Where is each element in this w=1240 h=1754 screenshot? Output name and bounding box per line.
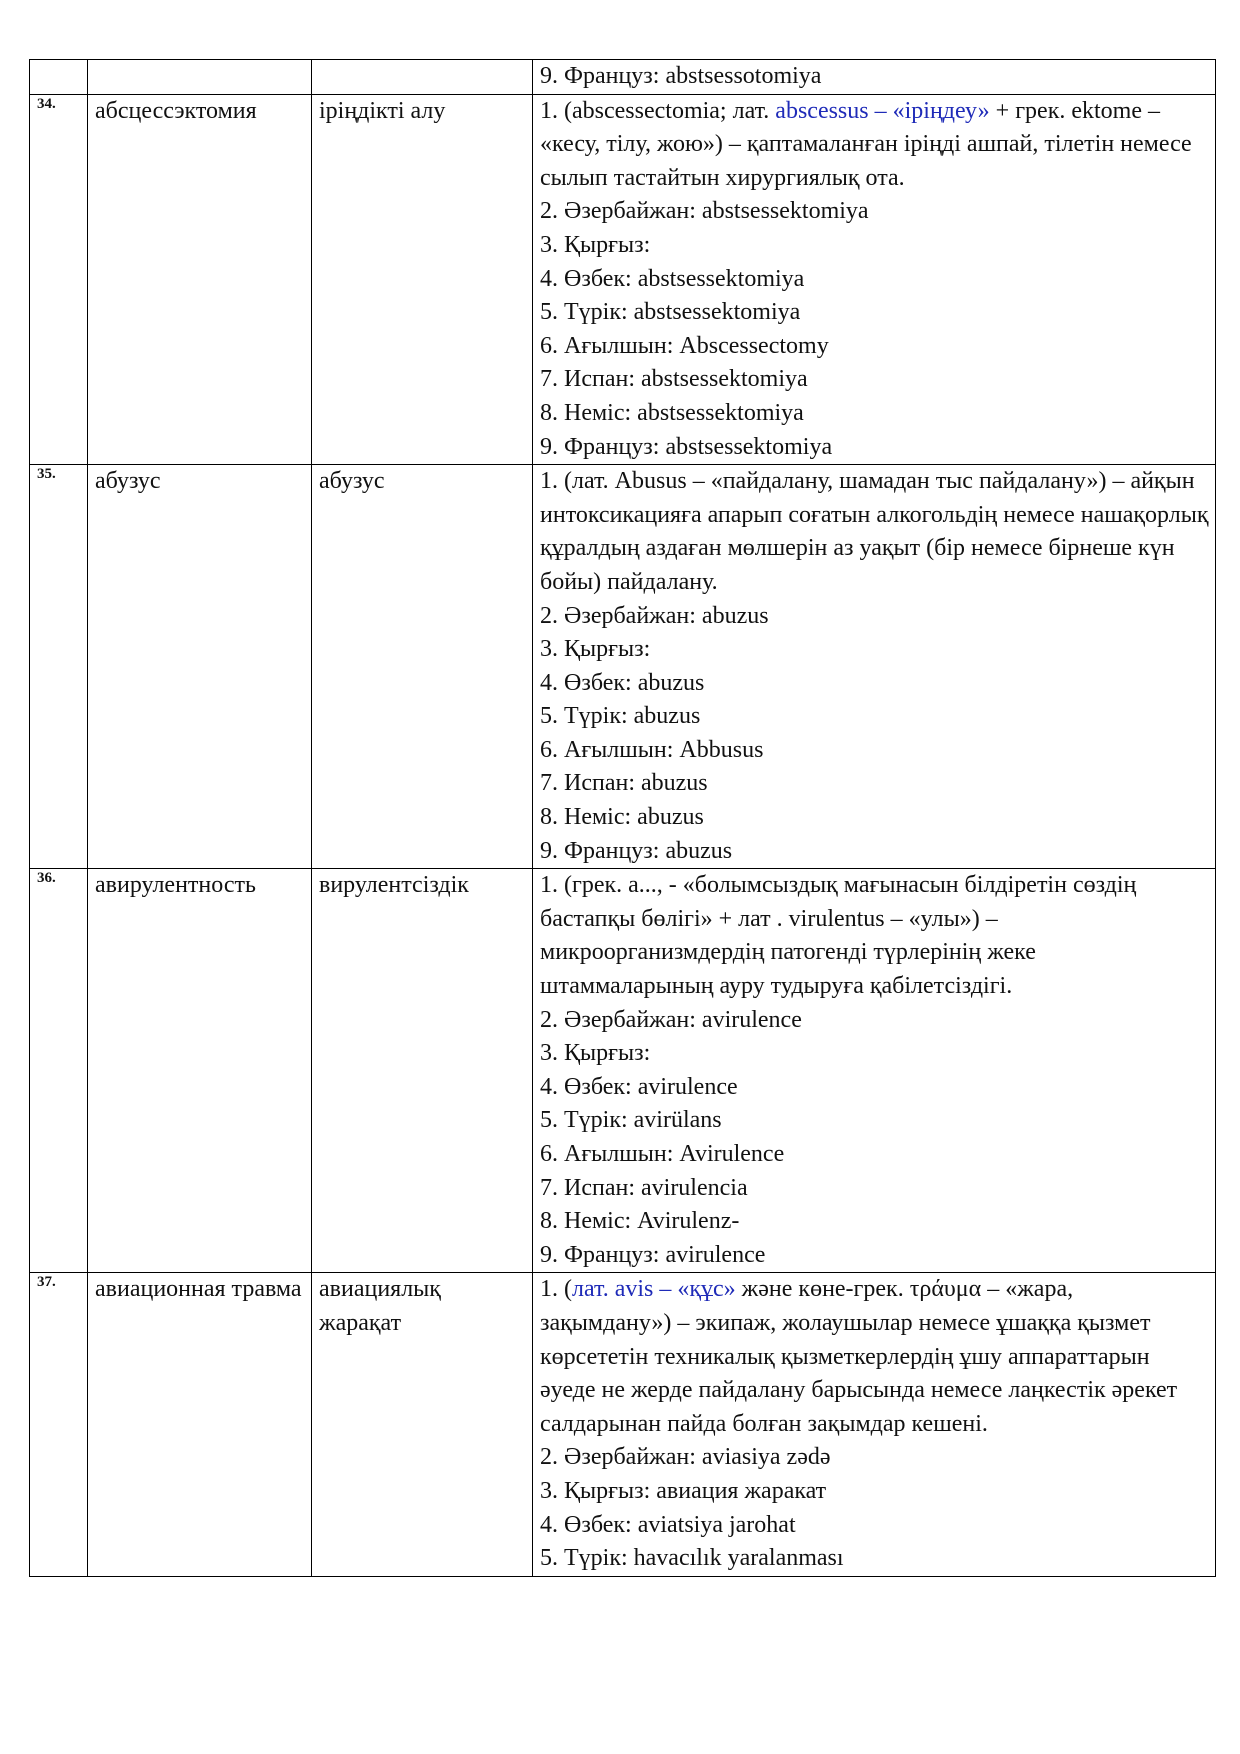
latin-root-link: abscessus – «іріңдеу»: [775, 97, 990, 124]
language-line: 5. Түрік: abuzus: [540, 703, 701, 730]
entry-term: авиационная травма: [88, 1273, 312, 1576]
entry-term: авирулентность: [88, 869, 312, 1273]
entry-description: [533, 60, 1216, 95]
entry-description: [533, 1273, 1216, 1576]
language-line: 8. Неміс: Avirulenz-: [540, 1208, 740, 1235]
entry-kazakh: вирулентсіздік: [312, 869, 533, 1273]
table-row: [30, 465, 1216, 869]
entry-term: абузус: [88, 465, 312, 869]
language-line: 9. Француз: abuzus: [540, 837, 733, 864]
entry-number: 34.: [30, 94, 88, 465]
language-line: 8. Неміс: abstsessektomiya: [540, 399, 804, 426]
table-row: [30, 94, 1216, 465]
language-line: 2. Әзербайжан: abstsessektomiya: [540, 198, 869, 225]
language-line: 5. Түрік: abstsessektomiya: [540, 299, 801, 326]
definition-line: 1. (лат. avis – «құс» және көне-грек. τράυμα – «жара, зақымдану») – экипаж, жолаушылар немесе ұшаққа қызмет көрсететін техникалық қызметкерлердің ұшу аппараттарын әуеде не жерде пайдалану барысында немесе лаңкестік әрекет салдарынан пайда болған зақымдар кешені.: [540, 1276, 1178, 1437]
entry-number: [30, 60, 88, 95]
entry-number: 35.: [30, 465, 88, 869]
entry-number: 36.: [30, 869, 88, 1273]
language-line: 6. Ағылшын: Abscessectomy: [540, 332, 829, 359]
definition-line: 1. (грек. а..., - «болымсыздық мағынасын білдіретін сөздің бастапқы бөлігі» + лат . virulentus – «улы») – микроорганизмдердің патогенді түрлерінің жеке штаммаларының ауру тудыруға қабілетсіздігі.: [540, 872, 1137, 1000]
language-line: 4. Өзбек: aviatsiya jarohat: [540, 1511, 796, 1538]
language-line: 3. Қырғыз:: [540, 231, 651, 258]
language-line: 4. Өзбек: avirulence: [540, 1073, 738, 1100]
language-line: 3. Қырғыз:: [540, 636, 651, 663]
language-line: 6. Ағылшын: Abbusus: [540, 736, 764, 763]
language-line: 4. Өзбек: abstsessektomiya: [540, 265, 805, 292]
entry-kazakh: [312, 60, 533, 95]
entry-kazakh: абузус: [312, 465, 533, 869]
language-line: 3. Қырғыз:: [540, 1040, 651, 1067]
continuation-row: [30, 60, 1216, 95]
language-line: 7. Испан: avirulencia: [540, 1174, 748, 1201]
table-row: [30, 1273, 1216, 1576]
language-line: 2. Әзербайжан: avirulence: [540, 1006, 802, 1033]
entry-kazakh: авиациялық жарақат: [312, 1273, 533, 1576]
language-line: 5. Түрік: avirülans: [540, 1107, 722, 1134]
entry-description: [533, 869, 1216, 1273]
language-line: 9. Француз: avirulence: [540, 1241, 766, 1268]
language-line: 9. Француз: abstsessektomiya: [540, 433, 833, 460]
entry-term: [88, 60, 312, 95]
definition-line: 1. (лат. Abusus – «пайдалану, шамадан тыс пайдалану») – айқын интоксикацияға апарып соғатын алкогольдің немесе нашақорлық құралдың аздаған мөлшерін аз уақыт (бір немесе бірнеше күн бойы) пайдалану.: [540, 468, 1209, 595]
language-line: 6. Ағылшын: Avirulence: [540, 1141, 785, 1167]
table-row: [30, 869, 1216, 1273]
language-line: 2. Әзербайжан: aviasiya zədə: [540, 1444, 831, 1471]
dictionary-table: [29, 59, 1216, 1577]
language-line: 5. Түрік: havacılık yaralanması: [540, 1545, 844, 1572]
language-line: 4. Өзбек: abuzus: [540, 669, 705, 696]
language-line: 7. Испан: abuzus: [540, 770, 708, 797]
definition-line: 1. (abscessectomia; лат. abscessus – «іріңдеу» + грек. ektome – «кесу, тілу, жою») – қаптамаланған іріңді ашпай, тілетін немесе сылып тастайтын хирургиялық ота.: [540, 97, 1192, 191]
entry-number: 37.: [30, 1273, 88, 1576]
entry-term: абсцессэктомия: [88, 94, 312, 465]
language-line: 7. Испан: abstsessektomiya: [540, 366, 808, 393]
latin-root-link: лат. avis – «құс»: [572, 1276, 736, 1303]
language-line: 8. Неміс: abuzus: [540, 804, 704, 831]
entry-kazakh: іріңдікті алу: [312, 94, 533, 465]
entry-description: [533, 465, 1216, 869]
language-line: 3. Қырғыз: авиация жаракат: [540, 1477, 827, 1504]
language-line: 2. Әзербайжан: abuzus: [540, 602, 769, 629]
language-line: 9. Француз: abstsessotomiya: [540, 63, 822, 89]
entry-description: [533, 94, 1216, 465]
